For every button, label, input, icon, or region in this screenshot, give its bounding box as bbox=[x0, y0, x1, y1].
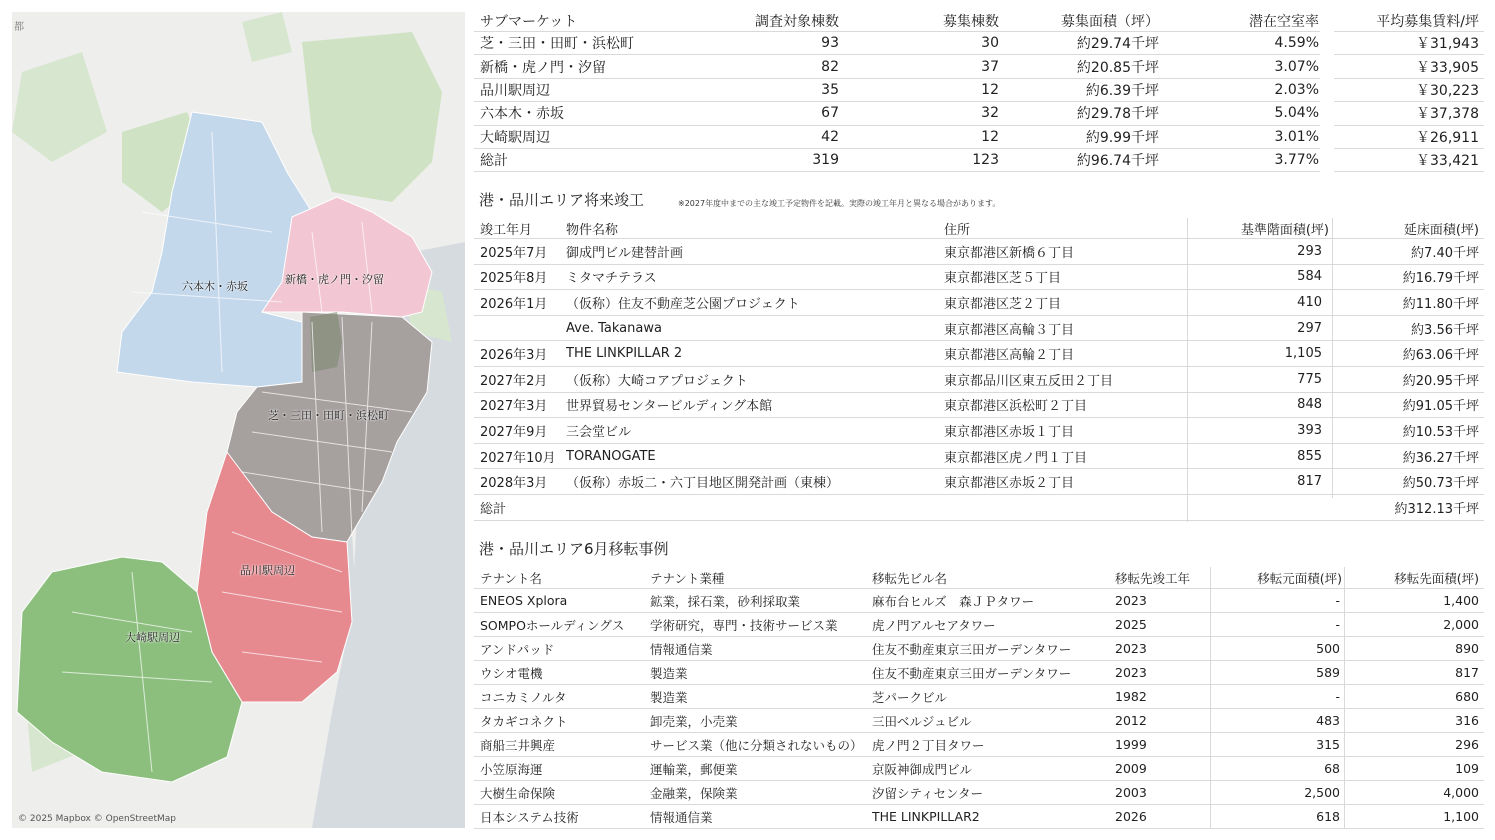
cell-total-area: 約3.56千坪 bbox=[1411, 322, 1479, 338]
cell-from-area: - bbox=[1335, 617, 1340, 632]
cell-survey-count: 93 bbox=[821, 35, 839, 52]
cell-listing-area: 約29.78千坪 bbox=[1076, 106, 1159, 123]
cell-total-area: 約16.79千坪 bbox=[1402, 271, 1479, 287]
cell-survey-count: 67 bbox=[821, 105, 839, 122]
cell-property: （仮称）住友不動産芝公園プロジェクト bbox=[566, 296, 800, 312]
relocation-row bbox=[474, 733, 1484, 757]
relocation-header-row bbox=[474, 567, 1484, 589]
header-listing-area: 募集面積（坪） bbox=[1061, 13, 1159, 30]
park-north bbox=[242, 12, 292, 62]
cell-survey-count: 82 bbox=[821, 58, 839, 75]
cell-address: 東京都港区赤坂２丁目 bbox=[944, 476, 1075, 492]
header-tenant: テナント名 bbox=[480, 570, 542, 586]
header-total-area: 延床面積(坪) bbox=[1403, 222, 1479, 238]
cell-from-area: - bbox=[1335, 689, 1340, 704]
cell-tenant: 日本システム技術 bbox=[480, 809, 579, 825]
cell-address: 東京都港区芝５丁目 bbox=[944, 271, 1062, 287]
header-from-area: 移転元面積(坪) bbox=[1257, 570, 1342, 586]
cell-listing-area: 約96.74千坪 bbox=[1076, 153, 1159, 170]
cell-address: 東京都港区浜松町２丁目 bbox=[944, 399, 1088, 415]
cell-property: ミタマチテラス bbox=[566, 271, 657, 287]
cell-to-area: 1,100 bbox=[1443, 809, 1479, 824]
cell-destination: THE LINKPILLAR2 bbox=[872, 809, 980, 824]
cell-floor-area: 410 bbox=[1297, 294, 1322, 310]
cell-vacancy: 2.03% bbox=[1274, 81, 1319, 98]
relocation-title: 港・品川エリア6月移転事例 bbox=[479, 540, 669, 558]
relocation-row bbox=[474, 805, 1484, 829]
cell-floor-area: 848 bbox=[1297, 397, 1322, 413]
imperial-park bbox=[302, 32, 442, 202]
header-completion: 竣工年月 bbox=[480, 222, 533, 238]
cell-destination: 虎ノ門２丁目タワー bbox=[872, 737, 985, 753]
cell-submarket: 芝・三田・田町・浜松町 bbox=[480, 36, 634, 53]
cell-industry: 製造業 bbox=[650, 665, 688, 681]
cell-listing-count: 32 bbox=[981, 105, 999, 122]
cell-industry: 情報通信業 bbox=[650, 641, 713, 657]
cell-property: Ave. Takanawa bbox=[566, 320, 662, 336]
cell-from-area: - bbox=[1335, 593, 1340, 608]
cell-destination: 三田ベルジュビル bbox=[872, 713, 972, 729]
cell-submarket: 大崎駅周辺 bbox=[480, 129, 550, 146]
relocation-row bbox=[474, 757, 1484, 781]
cell-to-area: 1,400 bbox=[1443, 593, 1479, 608]
cell-submarket: 品川駅周辺 bbox=[480, 82, 550, 99]
cell-floor-area: 393 bbox=[1297, 422, 1322, 438]
header-avg-rent: 平均募集賃料/坪 bbox=[1376, 13, 1479, 30]
cell-industry: 情報通信業 bbox=[650, 809, 713, 825]
cell-total-area: 約7.40千坪 bbox=[1411, 245, 1479, 261]
relocation-row bbox=[474, 613, 1484, 637]
cell-submarket: 総計 bbox=[480, 153, 508, 170]
cell-to-area: 296 bbox=[1455, 737, 1479, 752]
cell-dest-year: 2003 bbox=[1115, 785, 1147, 800]
cell-property: （仮称）大崎コアプロジェクト bbox=[566, 373, 748, 389]
cell-industry: 金融業，保険業 bbox=[650, 785, 738, 801]
cell-listing-count: 12 bbox=[981, 128, 999, 145]
cell-completion: 2027年3月 bbox=[480, 399, 548, 415]
cell-destination: 虎ノ門アルセアタワー bbox=[872, 617, 996, 633]
relocation-row bbox=[474, 685, 1484, 709]
cell-address: 東京都港区赤坂１丁目 bbox=[944, 424, 1075, 440]
cell-total-area: 約50.73千坪 bbox=[1402, 476, 1479, 492]
cell-address: 東京都港区芝２丁目 bbox=[944, 296, 1062, 312]
cell-dest-year: 2009 bbox=[1115, 761, 1147, 776]
header-to-area: 移転先面積(坪) bbox=[1394, 570, 1479, 586]
cell-vacancy: 5.04% bbox=[1274, 105, 1319, 122]
cell-from-area: 483 bbox=[1316, 713, 1340, 728]
header-submarket: サブマーケット bbox=[480, 13, 578, 30]
cell-address: 東京都品川区東五反田２丁目 bbox=[944, 373, 1114, 389]
cell-property: TORANOGATE bbox=[566, 448, 656, 464]
map-label-shimbashi: 新橋・虎ノ門・汐留 bbox=[285, 273, 384, 286]
cell-dest-year: 2023 bbox=[1115, 665, 1147, 680]
map-corner-label: 都 bbox=[14, 22, 24, 33]
cell-destination: 芝パークビル bbox=[872, 689, 948, 705]
relocation-row bbox=[474, 709, 1484, 733]
relocation-row bbox=[474, 589, 1484, 613]
relocation-row bbox=[474, 661, 1484, 685]
column-gap bbox=[1320, 10, 1334, 172]
cell-address: 東京都港区虎ノ門１丁目 bbox=[944, 450, 1088, 466]
cell-to-area: 680 bbox=[1455, 689, 1479, 704]
cell-floor-area: 855 bbox=[1297, 448, 1322, 464]
cell-industry: 鉱業，採石業，砂利採取業 bbox=[650, 593, 801, 609]
relocation-divider-year bbox=[1210, 567, 1211, 829]
cell-address: 東京都港区高輪３丁目 bbox=[944, 322, 1075, 338]
cell-destination: 京阪神御成門ビル bbox=[872, 761, 973, 777]
cell-submarket: 新橋・虎ノ門・汐留 bbox=[480, 59, 606, 76]
cell-completion: 2026年1月 bbox=[480, 296, 548, 312]
cell-total-area: 約36.27千坪 bbox=[1402, 450, 1479, 466]
cell-vacancy: 3.07% bbox=[1274, 58, 1319, 75]
map-label-roppongi: 六本木・赤坂 bbox=[182, 280, 248, 293]
cell-tenant: ENEOS Xplora bbox=[480, 593, 568, 608]
cell-destination: 住友不動産東京三田ガーデンタワー bbox=[872, 665, 1072, 681]
cell-total-area: 約63.06千坪 bbox=[1402, 348, 1479, 364]
cell-total-area: 約20.95千坪 bbox=[1402, 373, 1479, 389]
map-label-shinagawa: 品川駅周辺 bbox=[240, 564, 295, 577]
cell-tenant: 小笠原海運 bbox=[480, 761, 543, 777]
cell-listing-area: 約20.85千坪 bbox=[1076, 59, 1159, 76]
cell-completion: 2025年7月 bbox=[480, 245, 548, 261]
cell-floor-area: 584 bbox=[1297, 269, 1322, 285]
future-total-value: 約312.13千坪 bbox=[1394, 502, 1479, 517]
header-floor-area: 基準階面積(坪) bbox=[1240, 222, 1329, 238]
cell-avg-rent: ￥26,911 bbox=[1416, 129, 1479, 146]
future-title: 港・品川エリア将来竣工 bbox=[479, 191, 645, 209]
cell-total-area: 約10.53千坪 bbox=[1402, 424, 1479, 440]
map-attribution: © 2025 Mapbox © OpenStreetMap bbox=[18, 814, 176, 824]
cell-property: 三会堂ビル bbox=[566, 424, 632, 440]
header-industry: テナント業種 bbox=[650, 570, 725, 586]
cell-floor-area: 775 bbox=[1297, 371, 1322, 387]
header-property: 物件名称 bbox=[566, 222, 619, 238]
future-note: ※2027年度中までの主な竣工予定物件を記載。実際の竣工年月と異なる場合があります。 bbox=[678, 199, 1001, 208]
cell-industry: 製造業 bbox=[650, 689, 688, 705]
cell-industry: 学術研究，専門・技術サービス業 bbox=[650, 617, 838, 633]
cell-survey-count: 319 bbox=[812, 152, 839, 169]
future-divider-floor bbox=[1332, 218, 1333, 498]
cell-from-area: 2,500 bbox=[1304, 785, 1340, 800]
cell-destination: 汐留シティセンター bbox=[872, 785, 984, 801]
map-label-shiba: 芝・三田・田町・浜松町 bbox=[268, 409, 389, 422]
cell-completion: 2028年3月 bbox=[480, 476, 548, 492]
cell-property: 世界貿易センタービルディング本館 bbox=[566, 399, 773, 415]
shiba-park-overlay bbox=[310, 312, 342, 372]
cell-to-area: 2,000 bbox=[1443, 617, 1479, 632]
cell-dest-year: 2023 bbox=[1115, 641, 1147, 656]
cell-listing-area: 約29.74千坪 bbox=[1076, 36, 1159, 53]
relocation-row bbox=[474, 637, 1484, 661]
cell-floor-area: 297 bbox=[1297, 320, 1322, 336]
future-divider-address bbox=[1187, 218, 1188, 522]
header-address: 住所 bbox=[944, 222, 971, 238]
cell-survey-count: 35 bbox=[821, 81, 839, 98]
cell-tenant: タカギコネクト bbox=[480, 713, 568, 729]
cell-property: 御成門ビル建替計画 bbox=[566, 245, 684, 261]
cell-completion: 2025年8月 bbox=[480, 271, 548, 287]
cell-total-area: 約91.05千坪 bbox=[1402, 399, 1479, 415]
cell-floor-area: 1,105 bbox=[1284, 346, 1322, 362]
cell-dest-year: 2012 bbox=[1115, 713, 1147, 728]
cell-tenant: 大樹生命保険 bbox=[480, 785, 556, 801]
cell-tenant: 商船三井興産 bbox=[480, 737, 556, 753]
cell-tenant: コニカミノルタ bbox=[480, 689, 567, 705]
header-survey-count: 調査対象棟数 bbox=[755, 13, 839, 30]
cell-to-area: 890 bbox=[1455, 641, 1479, 656]
area-map[interactable] bbox=[12, 12, 465, 828]
park-northwest bbox=[12, 52, 107, 162]
cell-completion bbox=[480, 316, 565, 341]
cell-dest-year: 1999 bbox=[1115, 737, 1147, 752]
cell-total-area: 約11.80千坪 bbox=[1402, 296, 1479, 312]
cell-submarket: 六本木・赤坂 bbox=[480, 106, 564, 123]
cell-listing-count: 37 bbox=[981, 58, 999, 75]
cell-dest-year: 2026 bbox=[1115, 809, 1147, 824]
header-destination: 移転先ビル名 bbox=[872, 570, 948, 586]
cell-to-area: 316 bbox=[1455, 713, 1479, 728]
cell-industry: 卸売業，小売業 bbox=[650, 713, 738, 729]
cell-dest-year: 2025 bbox=[1115, 617, 1147, 632]
cell-from-area: 589 bbox=[1316, 665, 1340, 680]
cell-listing-count: 123 bbox=[972, 152, 999, 169]
cell-from-area: 618 bbox=[1316, 809, 1340, 824]
cell-dest-year: 1982 bbox=[1115, 689, 1147, 704]
cell-completion: 2027年9月 bbox=[480, 424, 548, 440]
cell-avg-rent: ￥33,905 bbox=[1416, 59, 1479, 76]
cell-to-area: 4,000 bbox=[1443, 785, 1479, 800]
relocation-row bbox=[474, 781, 1484, 805]
cell-completion: 2027年10月 bbox=[480, 450, 556, 466]
cell-floor-area: 293 bbox=[1297, 243, 1322, 259]
cell-tenant: アンドパッド bbox=[480, 641, 555, 657]
cell-destination: 住友不動産東京三田ガーデンタワー bbox=[872, 641, 1072, 657]
future-total-row bbox=[474, 495, 1484, 521]
cell-completion: 2027年2月 bbox=[480, 373, 548, 389]
cell-completion: 2026年3月 bbox=[480, 348, 548, 364]
header-listing-count: 募集棟数 bbox=[943, 13, 999, 30]
cell-listing-area: 約6.39千坪 bbox=[1085, 82, 1159, 99]
cell-vacancy: 3.77% bbox=[1274, 152, 1319, 169]
cell-listing-count: 30 bbox=[981, 35, 999, 52]
cell-listing-count: 12 bbox=[981, 81, 999, 98]
cell-address: 東京都港区新橋６丁目 bbox=[944, 245, 1075, 261]
cell-property: （仮称）赤坂二・六丁目地区開発計画（東棟） bbox=[566, 476, 840, 492]
header-dest-year: 移転先竣工年 bbox=[1115, 570, 1191, 586]
cell-avg-rent: ￥37,378 bbox=[1416, 106, 1479, 123]
cell-industry: 運輸業，郵便業 bbox=[650, 761, 738, 777]
header-vacancy: 潜在空室率 bbox=[1249, 13, 1319, 30]
map-label-osaki: 大崎駅周辺 bbox=[125, 631, 180, 644]
cell-tenant: SOMPOホールディングス bbox=[480, 617, 625, 633]
future-total-label: 総計 bbox=[480, 502, 507, 517]
cell-avg-rent: ￥31,943 bbox=[1416, 36, 1479, 53]
cell-industry: サービス業（他に分類されないもの） bbox=[650, 737, 863, 753]
cell-floor-area: 817 bbox=[1297, 474, 1322, 490]
relocation-divider-from bbox=[1344, 567, 1345, 829]
cell-tenant: ウシオ電機 bbox=[480, 665, 543, 681]
map-canvas bbox=[12, 12, 465, 828]
cell-from-area: 500 bbox=[1316, 641, 1340, 656]
cell-to-area: 109 bbox=[1455, 761, 1479, 776]
cell-vacancy: 3.01% bbox=[1274, 128, 1319, 145]
cell-listing-area: 約9.99千坪 bbox=[1085, 129, 1159, 146]
cell-avg-rent: ￥33,421 bbox=[1416, 153, 1479, 170]
cell-from-area: 315 bbox=[1316, 737, 1340, 752]
cell-address: 東京都港区高輪２丁目 bbox=[944, 348, 1075, 364]
cell-avg-rent: ￥30,223 bbox=[1416, 82, 1479, 99]
cell-dest-year: 2023 bbox=[1115, 593, 1147, 608]
cell-to-area: 817 bbox=[1455, 665, 1479, 680]
cell-property: THE LINKPILLAR 2 bbox=[566, 346, 683, 362]
cell-vacancy: 4.59% bbox=[1274, 35, 1319, 52]
cell-from-area: 68 bbox=[1324, 761, 1340, 776]
cell-destination: 麻布台ヒルズ 森ＪＰタワー bbox=[872, 593, 1035, 609]
cell-survey-count: 42 bbox=[821, 128, 839, 145]
